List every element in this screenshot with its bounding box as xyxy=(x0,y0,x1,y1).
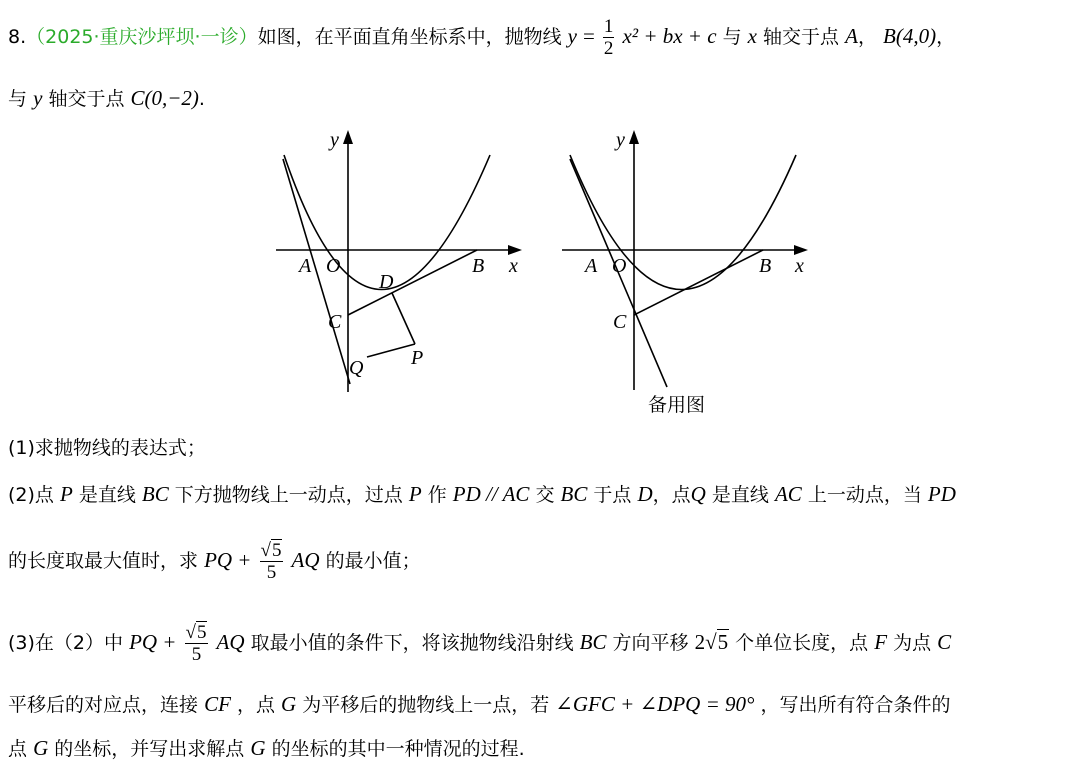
question-1-text: (1)求抛物线的表达式； xyxy=(8,437,206,459)
question-3-line-1 xyxy=(8,622,951,665)
q3-text: ，写出所有符合条件的 xyxy=(760,694,951,716)
q2-text: 作 xyxy=(427,484,447,506)
point-g: G xyxy=(281,692,297,716)
q3-text: 为点 xyxy=(893,632,932,654)
angle-condition: ∠GFC + ∠DPQ = 90° xyxy=(555,692,755,716)
statement-text: 轴交于点 xyxy=(763,26,840,48)
q3-text: 的坐标，并写出求解点 xyxy=(54,738,245,760)
q3-text: 点 xyxy=(8,738,28,760)
label-c: C xyxy=(613,311,627,333)
q3-text: (3)在（2）中 xyxy=(8,632,124,654)
segment-cf: CF xyxy=(204,692,231,716)
q3-text: 方向平移 xyxy=(612,632,689,654)
q3-text: 为平移后的抛物线上一点，若 xyxy=(302,694,550,716)
y-axis-arrow xyxy=(629,130,639,144)
point-g: G xyxy=(250,736,266,760)
q2-text: 是直线 xyxy=(78,484,136,506)
label-y: y xyxy=(616,129,625,151)
segment-aq: AQ xyxy=(216,630,245,654)
fraction-one-half: $\frac{1}{2}$ xyxy=(603,16,614,59)
q3-text: 平移后的对应点，连接 xyxy=(8,694,199,716)
statement-text: 如图，在平面直角坐标系中，抛物线 xyxy=(257,26,562,48)
q2-text: 上一动点，当 xyxy=(807,484,922,506)
point-d: D xyxy=(637,482,653,506)
radicand: 5 xyxy=(271,540,282,561)
label-y: y xyxy=(330,129,339,151)
line-bc: BC xyxy=(141,482,169,506)
fraction-denominator: 5 xyxy=(191,644,202,665)
line-bc xyxy=(634,250,763,315)
fraction-numerator: √5 xyxy=(260,540,282,561)
figure-2 xyxy=(555,128,815,418)
parabola-expression: x² + bx + c xyxy=(622,24,717,48)
shift-amount: 2√5 xyxy=(694,630,729,654)
point-c: C(0,−2) xyxy=(130,86,199,110)
q2-text: 于点 xyxy=(593,484,632,506)
problem-statement-line-2 xyxy=(8,84,205,113)
question-2-line-1 xyxy=(8,480,956,509)
point-p: P xyxy=(59,482,73,506)
fraction-sqrt5-over-5 xyxy=(185,622,209,665)
point-f: F xyxy=(874,630,888,654)
equals-sign: = xyxy=(583,24,595,48)
segment-aq: AQ xyxy=(291,548,320,572)
shift-coefficient: 2 xyxy=(694,630,706,654)
expression-pq: PQ + xyxy=(129,630,177,654)
comma: ， xyxy=(857,26,877,48)
label-d: D xyxy=(379,271,394,293)
q3-text: ，点 xyxy=(236,694,275,716)
label-o: O xyxy=(326,255,341,277)
x-axis-arrow xyxy=(794,245,808,255)
point-p: P xyxy=(408,482,422,506)
label-b: B xyxy=(472,255,485,277)
point-a: A xyxy=(845,24,858,48)
q2-text: 交 xyxy=(535,484,555,506)
point-b: B(4,0) xyxy=(883,24,937,48)
label-q: Q xyxy=(349,357,364,379)
parallel-relation: PD // AC xyxy=(452,482,530,506)
ray-bc: BC xyxy=(579,630,607,654)
point-c: C xyxy=(937,630,952,654)
q2-text: 的最小值； xyxy=(325,550,421,572)
label-a: A xyxy=(299,255,312,277)
label-c: C xyxy=(328,311,342,333)
fraction-numerator: √5 xyxy=(185,622,207,643)
question-2-line-2 xyxy=(8,540,421,583)
q2-text: 下方抛物线上一动点，过点 xyxy=(174,484,403,506)
problem-statement-line-1 xyxy=(8,16,955,59)
segment-pd: PD xyxy=(927,482,956,506)
var-y: y xyxy=(33,86,43,110)
q3-text: 取最小值的条件下，将该抛物线沿射线 xyxy=(250,632,574,654)
segment-pd xyxy=(392,293,415,344)
parabola xyxy=(284,155,490,290)
radicand: 5 xyxy=(196,622,207,643)
x-axis-arrow xyxy=(508,245,522,255)
statement-text: 轴交于点 xyxy=(48,88,125,110)
label-b: B xyxy=(759,255,772,277)
radicand: 5 xyxy=(717,630,729,654)
label-p: P xyxy=(411,347,424,369)
q2-text: (2)点 xyxy=(8,484,54,506)
line-bc: BC xyxy=(560,482,588,506)
label-x: x xyxy=(509,255,518,277)
expression-pq: PQ + xyxy=(204,548,252,572)
statement-text: 与 xyxy=(722,26,742,48)
segment-pq xyxy=(367,344,415,357)
q2-text: ，点 xyxy=(652,484,691,506)
var-x: x xyxy=(747,24,757,48)
label-a: A xyxy=(585,255,598,277)
problem-source: （2025·重庆沙坪坝·一诊） xyxy=(26,26,258,48)
point-g: G xyxy=(33,736,49,760)
comma: ， xyxy=(936,26,956,48)
label-x: x xyxy=(795,255,804,277)
statement-text: 与 xyxy=(8,88,28,110)
label-o: O xyxy=(612,255,627,277)
figure-1 xyxy=(270,128,530,393)
line-bc xyxy=(348,250,477,315)
point-q: Q xyxy=(690,482,706,506)
question-1 xyxy=(8,434,206,462)
line-ac: AC xyxy=(774,482,802,506)
fraction-sqrt5-over-5 xyxy=(260,540,284,583)
problem-number: 8. xyxy=(8,26,27,48)
q3-text: 个单位长度，点 xyxy=(735,632,869,654)
question-3-line-2 xyxy=(8,690,950,719)
q2-text: 的长度取最大值时，求 xyxy=(8,550,199,572)
y-axis-arrow xyxy=(343,130,353,144)
figure-caption: 备用图 xyxy=(648,394,706,416)
question-3-line-3 xyxy=(8,734,525,763)
q3-text: 的坐标的其中一种情况的过程. xyxy=(271,738,525,760)
q2-text: 是直线 xyxy=(711,484,769,506)
period: . xyxy=(198,88,205,110)
fraction-denominator: 5 xyxy=(266,562,277,583)
var-y: y xyxy=(567,24,577,48)
